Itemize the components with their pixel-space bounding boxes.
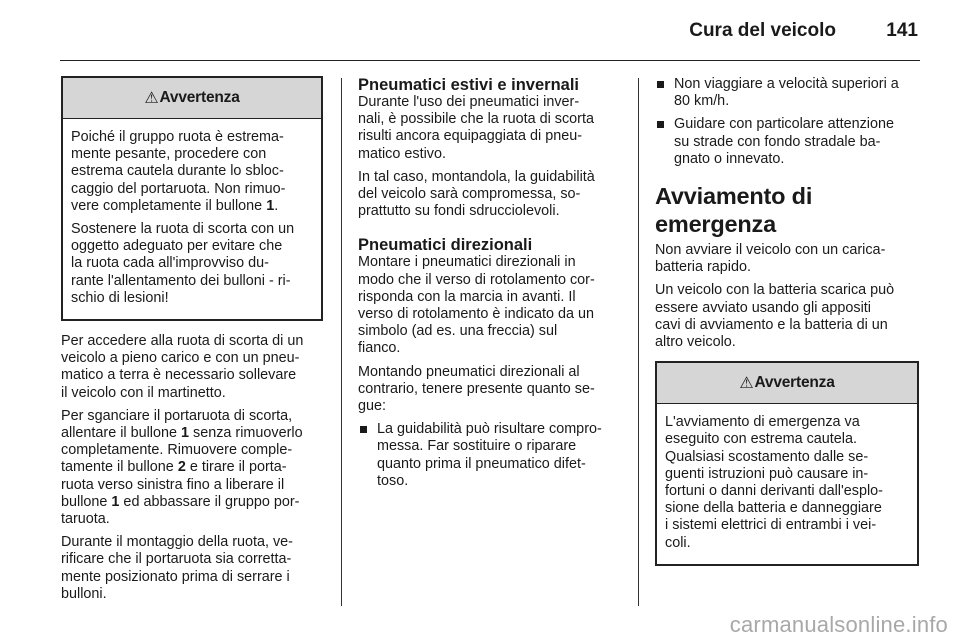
text-line: simbolo (ad es. una freccia) sul bbox=[358, 323, 558, 340]
page-header bbox=[60, 20, 918, 42]
text-line: matico a terra è necessario sollevare bbox=[61, 367, 297, 384]
body-paragraph bbox=[61, 408, 323, 528]
text-line: fortuni o danni derivanti dall'esplo- bbox=[665, 483, 883, 500]
text-line: Guidare con particolare attenzione bbox=[674, 116, 894, 133]
text-line: mente posizionato prima di serrare i bbox=[61, 568, 290, 585]
text-line: essere avviato usando gli appositi bbox=[655, 299, 871, 316]
warning-body bbox=[63, 119, 321, 319]
body-paragraph bbox=[358, 94, 624, 163]
text-line: la ruota cada all'improvviso du- bbox=[71, 255, 269, 272]
column-1 bbox=[61, 76, 323, 609]
text-line: e tirare il porta- bbox=[185, 459, 287, 476]
text-line: Sostenere la ruota di scorta con un bbox=[71, 221, 295, 238]
warning-title: Avvertenza bbox=[754, 374, 835, 392]
page-number: 141 bbox=[886, 20, 918, 41]
text-line: completamente. Rimuovere comple- bbox=[61, 442, 293, 459]
text-line: mente pesante, procedere con bbox=[71, 146, 267, 163]
section-title: Cura del veicolo bbox=[689, 20, 836, 41]
body-paragraph bbox=[655, 282, 919, 351]
bolt-reference: 2 bbox=[177, 459, 186, 476]
text-line: ed abbassare il gruppo por- bbox=[119, 493, 300, 510]
text-line: matico estivo. bbox=[358, 145, 446, 162]
text-line: veicolo a pieno carico e con un pneu- bbox=[61, 350, 300, 367]
text-line: rificare che il portaruota sia corretta- bbox=[61, 551, 292, 568]
bullet-square-icon bbox=[657, 121, 664, 128]
warning-box bbox=[61, 76, 323, 321]
bullet-square-icon bbox=[360, 426, 367, 433]
warning-box bbox=[655, 361, 919, 566]
text-line: allentare il bullone bbox=[61, 425, 182, 442]
text-line: guenti istruzioni può causare in- bbox=[665, 465, 869, 482]
watermark: carmanualsonline.info bbox=[729, 612, 948, 637]
text-line: vere completamente il bullone bbox=[71, 197, 267, 214]
body-paragraph bbox=[358, 254, 624, 357]
text-line: i sistemi elettrici di entrambi i vei- bbox=[665, 517, 877, 534]
column-2 bbox=[358, 76, 624, 496]
text-line: Non avviare il veicolo con un carica- bbox=[655, 242, 886, 259]
body-paragraph bbox=[358, 364, 624, 416]
bolt-reference: 1 bbox=[111, 493, 120, 510]
text-line: taruota. bbox=[61, 511, 110, 528]
section-heading: Pneumatici direzionali bbox=[358, 236, 533, 255]
text-line: oggetto adeguato per evitare che bbox=[71, 238, 283, 255]
text-line: bullone bbox=[61, 493, 112, 510]
text-line: Montare i pneumatici direzionali in bbox=[358, 254, 576, 271]
warning-triangle-icon: ⚠ bbox=[739, 375, 754, 393]
text-line: L'avviamento di emergenza va bbox=[665, 414, 860, 431]
text-line: nali, è possibile che la ruota di scorta bbox=[358, 111, 594, 128]
text-line: estrema cautela durante lo sbloc- bbox=[71, 163, 284, 180]
bullet-list bbox=[358, 421, 624, 490]
header-rule bbox=[60, 60, 920, 61]
bolt-reference: 1 bbox=[266, 197, 275, 214]
column-divider bbox=[638, 78, 639, 606]
text-line: prattutto su fondi sdrucciolevoli. bbox=[358, 203, 560, 220]
warning-header bbox=[657, 363, 917, 404]
text-line: bulloni. bbox=[61, 585, 107, 602]
text-line: Durante il montaggio della ruota, ve- bbox=[61, 534, 293, 551]
text-line: su strade con fondo stradale ba- bbox=[674, 133, 881, 150]
text-line: fianco. bbox=[358, 340, 401, 357]
body-paragraph bbox=[61, 333, 323, 402]
text-line: contrario, tenere presente quanto se- bbox=[358, 380, 595, 397]
warning-paragraph bbox=[71, 129, 314, 215]
bolt-reference: 1 bbox=[181, 425, 190, 442]
text-line: coli. bbox=[665, 534, 691, 551]
text-line: altro veicolo. bbox=[655, 334, 736, 351]
text-line: rante l'allentamento dei bulloni - ri- bbox=[71, 272, 291, 289]
text-line: La guidabilità può risultare compro- bbox=[377, 421, 602, 438]
text-line: eseguito con estrema cautela. bbox=[665, 431, 857, 448]
text-line: risulti ancora equipaggiata di pneu- bbox=[358, 128, 583, 145]
list-item bbox=[358, 421, 624, 490]
text-line: Un veicolo con la batteria scarica può bbox=[655, 282, 895, 299]
column-3 bbox=[655, 76, 919, 566]
bullet-list bbox=[655, 76, 919, 168]
text-line: risponda con la marcia in avanti. Il bbox=[358, 288, 576, 305]
text-line: schio di lesioni! bbox=[71, 289, 169, 306]
body-paragraph bbox=[61, 534, 323, 603]
section-heading: Pneumatici estivi e invernali bbox=[358, 76, 580, 94]
text-line: modo che il verso di rotolamento cor- bbox=[358, 271, 595, 288]
list-item bbox=[655, 116, 919, 168]
text-line: sione della batteria e danneggiare bbox=[665, 500, 882, 517]
text-line: quanto prima il pneumatico difet- bbox=[377, 455, 586, 472]
text-line: del veicolo sarà compromessa, so- bbox=[358, 186, 581, 203]
text-line: Durante l'uso dei pneumatici inver- bbox=[358, 94, 580, 110]
text-line: gue: bbox=[358, 398, 387, 415]
text-line: messa. Far sostituire o riparare bbox=[377, 438, 577, 455]
text-line: verso di rotolamento è indicato da un bbox=[358, 306, 594, 323]
text-line: senza rimuoverlo bbox=[189, 425, 303, 442]
text-line: Montando pneumatici direzionali al bbox=[358, 363, 580, 380]
warning-body bbox=[657, 404, 917, 564]
text-line: 80 km/h. bbox=[674, 93, 730, 110]
warning-header bbox=[63, 78, 321, 119]
text-line: toso. bbox=[377, 472, 409, 489]
text-line: il veicolo con il martinetto. bbox=[61, 384, 226, 401]
warning-title: Avvertenza bbox=[159, 89, 240, 106]
text-line: tamente il bullone bbox=[61, 459, 178, 476]
text-line: Poiché il gruppo ruota è estrema- bbox=[71, 129, 284, 145]
text-line: batteria rapido. bbox=[655, 259, 751, 276]
body-paragraph bbox=[358, 169, 624, 221]
body-paragraph bbox=[655, 242, 919, 276]
text-line: Qualsiasi scostamento dalle se- bbox=[665, 448, 869, 465]
column-divider bbox=[341, 78, 342, 606]
text-line: Per sganciare il portaruota di scorta, bbox=[61, 407, 293, 424]
text-line: caggio del portaruota. Non rimuo- bbox=[71, 180, 286, 197]
warning-paragraph bbox=[665, 414, 910, 552]
text-line: . bbox=[274, 197, 279, 214]
text-line: In tal caso, montandola, la guidabilità bbox=[358, 168, 595, 185]
warning-paragraph bbox=[71, 221, 314, 307]
text-line: Per accedere alla ruota di scorta di un bbox=[61, 333, 304, 350]
text-line: ruota verso sinistra fino a liberare il bbox=[61, 476, 285, 493]
bullet-square-icon bbox=[657, 81, 664, 88]
text-line: cavi di avviamento e la batteria di un bbox=[655, 316, 888, 333]
warning-triangle-icon: ⚠ bbox=[144, 90, 159, 107]
list-item bbox=[655, 76, 919, 110]
chapter-heading: Avviamento di emergenza bbox=[655, 183, 813, 238]
text-line: gnato o innevato. bbox=[674, 150, 785, 167]
text-line: Non viaggiare a velocità superiori a bbox=[674, 76, 899, 92]
